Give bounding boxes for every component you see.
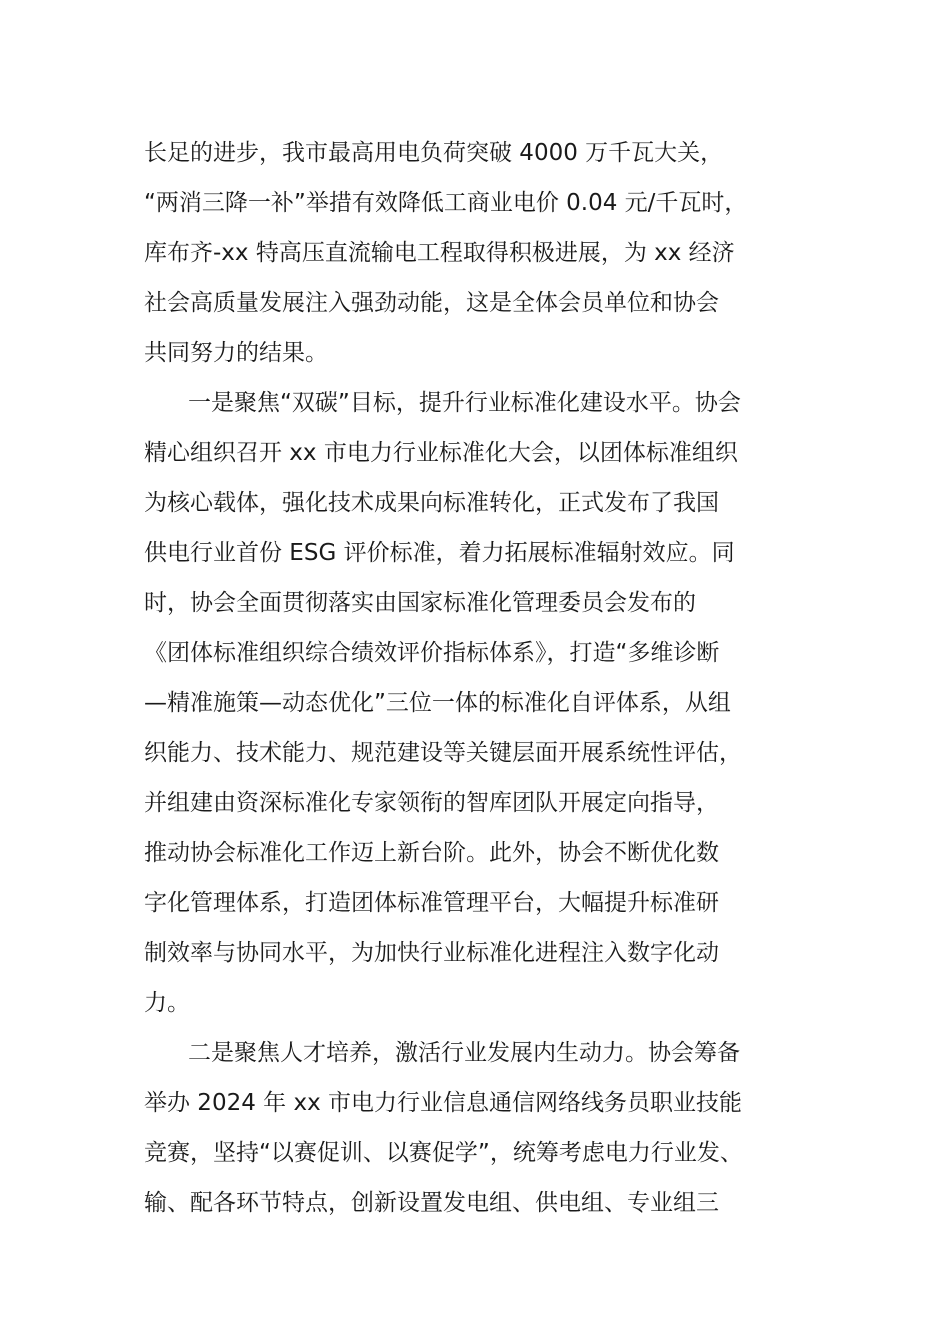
text-line: 《团体标准组织综合绩效评价指标体系》，打造“多维诊断 <box>144 640 720 666</box>
text-line: 字化管理体系，打造团体标准管理平台，大幅提升标准研 <box>144 890 719 916</box>
paragraph-first-line: 一是聚焦“双碳”目标，提升行业标准化建设水平。协会 <box>188 390 741 416</box>
text-line: 输、配各环节特点，创新设置发电组、供电组、专业组三 <box>144 1190 719 1216</box>
text-line: 力。 <box>144 990 190 1016</box>
text-line: 时，协会全面贯彻落实由国家标准化管理委员会发布的 <box>144 590 696 616</box>
paragraph-first-line: 二是聚焦人才培养，激活行业发展内生动力。协会筹备 <box>188 1040 740 1066</box>
text-line: 并组建由资深标准化专家领衔的智库团队开展定向指导， <box>144 790 719 816</box>
text-line: 制效率与协同水平，为加快行业标准化进程注入数字化动 <box>144 940 719 966</box>
text-line: 长足的进步，我市最高用电负荷突破 4000 万千瓦大关， <box>144 140 724 166</box>
text-line: 竞赛，坚持“以赛促训、以赛促学”，统筹考虑电力行业发、 <box>144 1140 743 1166</box>
text-line: “两消三降一补”举措有效降低工商业电价 0.04 元/千瓦时， <box>144 190 748 216</box>
document-body <box>144 128 824 1228</box>
text-line: 织能力、技术能力、规范建设等关键层面开展系统性评估， <box>144 740 742 766</box>
text-line: 库布齐-xx 特高压直流输电工程取得积极进展，为 xx 经济 <box>144 240 735 266</box>
text-line: 供电行业首份 ESG 评价标准，着力拓展标准辐射效应。同 <box>144 540 735 566</box>
text-line: 举办 2024 年 xx 市电力行业信息通信网络线务员职业技能 <box>144 1090 742 1116</box>
text-line: 为核心载体，强化技术成果向标准转化，正式发布了我国 <box>144 490 719 516</box>
text-line: 推动协会标准化工作迈上新台阶。此外，协会不断优化数 <box>144 840 719 866</box>
text-line: 共同努力的结果。 <box>144 340 328 366</box>
text-line: —精准施策—动态优化”三位一体的标准化自评体系，从组 <box>144 690 731 716</box>
text-line: 社会高质量发展注入强劲动能，这是全体会员单位和协会 <box>144 290 719 316</box>
text-line: 精心组织召开 xx 市电力行业标准化大会，以团体标准组织 <box>144 440 738 466</box>
